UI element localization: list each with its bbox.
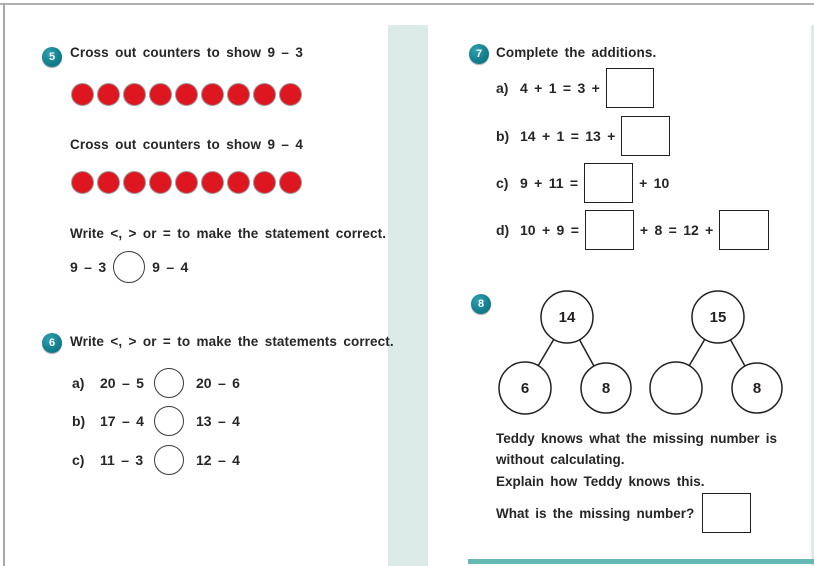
counter[interactable] [253,171,276,194]
counter[interactable] [279,83,302,106]
q6-row-b-right: 13 – 4 [196,413,240,429]
q7-row-c-answer-box[interactable] [584,163,633,203]
q6-row-c-right: 12 – 4 [196,452,240,468]
q7-row-b-answer-box[interactable] [621,116,670,156]
q7-row-d-answer-box-2[interactable] [719,210,769,250]
q7-prompt: Complete the additions. [496,45,657,60]
bond2-top-value: 15 [709,309,727,326]
q6-row-c-left: 11 – 3 [100,452,144,468]
q7-row-d-expression-middle: + 8 = 12 + [639,222,714,238]
q7-row-a [496,68,660,108]
counter[interactable] [97,171,120,194]
q5-statement-right: 9 – 4 [152,259,189,275]
counter[interactable] [97,83,120,106]
q8-teddy-text-line1: Teddy knows what the missing number is [496,431,778,446]
q7-row-b [496,116,676,156]
counter[interactable] [149,171,172,194]
counter[interactable] [253,83,276,106]
counter[interactable] [201,171,224,194]
page-top-border [0,3,814,5]
bond2-left-circle-empty[interactable] [650,362,702,414]
q7-row-d [496,210,775,250]
counter[interactable] [227,171,250,194]
q5-comparison-circle[interactable] [113,251,145,283]
bond1-left-value: 6 [520,380,530,397]
question-7-badge: 7 [469,44,489,64]
q5-statement-row [70,250,188,284]
q5-prompt-1: Cross out counters to show 9 – 3 [70,45,303,60]
counter[interactable] [175,83,198,106]
q7-row-c-expression-after: + 10 [639,175,670,191]
q7-row-c [496,163,669,203]
bond2-right-value: 8 [752,380,762,397]
q7-row-d-expression: 10 + 9 = [520,222,579,238]
q6-prompt: Write <, > or = to make the statements correct. [70,334,394,349]
q5-prompt-2: Cross out counters to show 9 – 4 [70,137,303,152]
q7-row-c-expression: 9 + 11 = [520,175,579,191]
q6-row-c [72,444,240,476]
q7-row-b-label: b) [496,128,510,144]
q6-row-b-label: b) [72,413,86,429]
column-divider-strip [388,25,428,566]
q8-teddy-text-line2: without calculating. [496,452,625,467]
q7-row-d-answer-box-1[interactable] [585,210,634,250]
question-8-badge: 8 [471,294,491,314]
q8-missing-number-answer-box[interactable] [702,493,751,533]
page-left-border [3,3,5,566]
counter[interactable] [71,171,94,194]
counter[interactable] [149,83,172,106]
q6-row-a-comparison-circle[interactable] [154,368,184,398]
counter[interactable] [227,83,250,106]
q7-row-a-label: a) [496,80,509,96]
counter[interactable] [71,83,94,106]
bond1-right-value: 8 [601,380,611,397]
question-5-badge: 5 [42,47,62,67]
q6-row-b [72,405,240,437]
q6-row-a [72,367,240,399]
bottom-accent-bar [468,559,814,564]
q6-row-a-right: 20 – 6 [196,375,240,391]
q8-missing-number-row [496,493,757,533]
q6-row-b-left: 17 – 4 [100,413,144,429]
q5-counter-row-1 [71,83,302,106]
q7-row-b-expression: 14 + 1 = 13 + [520,128,616,144]
q6-row-c-label: c) [72,452,85,468]
q5-statement-prompt: Write <, > or = to make the statement correct. [70,226,387,241]
q5-statement-left: 9 – 3 [70,259,107,275]
q5-counter-row-2 [71,171,302,194]
counter[interactable] [123,83,146,106]
number-bond-diagrams [490,285,810,420]
q8-explain-text: Explain how Teddy knows this. [496,474,705,489]
counter[interactable] [123,171,146,194]
q7-row-a-answer-box[interactable] [606,68,654,108]
q8-missing-number-question: What is the missing number? [496,505,695,521]
question-6-badge: 6 [42,333,62,353]
q6-row-b-comparison-circle[interactable] [154,406,184,436]
q6-row-a-left: 20 – 5 [100,375,144,391]
q7-row-a-expression: 4 + 1 = 3 + [520,80,600,96]
counter[interactable] [201,83,224,106]
q6-row-a-label: a) [72,375,85,391]
counter[interactable] [279,171,302,194]
bond1-top-value: 14 [558,309,576,326]
q7-row-d-label: d) [496,222,510,238]
q7-row-c-label: c) [496,175,509,191]
q6-row-c-comparison-circle[interactable] [154,445,184,475]
counter[interactable] [175,171,198,194]
